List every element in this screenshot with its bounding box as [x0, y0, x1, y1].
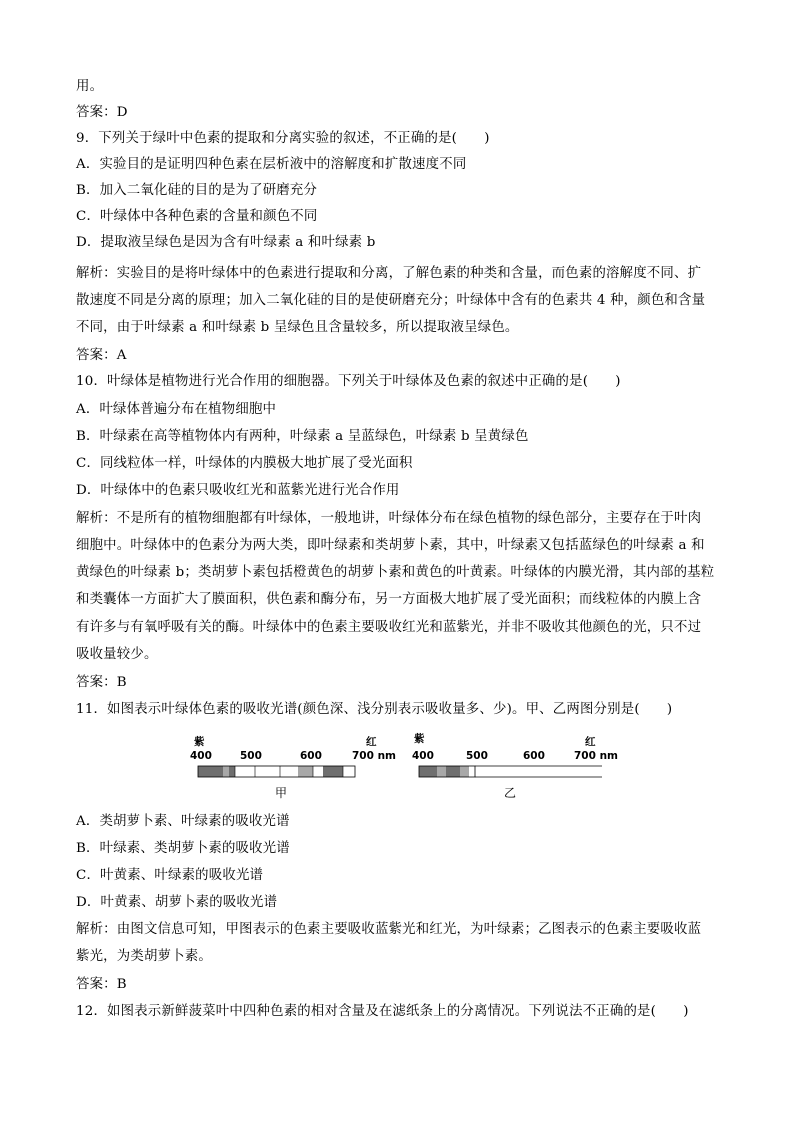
- answer-line: 答案：D: [76, 105, 128, 120]
- spectrum-band: [235, 766, 255, 777]
- spectrum-right: [412, 732, 618, 800]
- text-line: 用。: [76, 79, 104, 94]
- question-9: 9．下列关于绿叶中色素的提取和分离实验的叙述，不正确的是( ): [76, 131, 490, 146]
- tick-600: 600: [523, 750, 545, 762]
- tick-500: 500: [466, 750, 488, 762]
- spectrum-band: [198, 766, 223, 777]
- explanation-line: 解析：不是所有的植物细胞都有叶绿体，一般地讲，叶绿体分布在绿色植物的绿色部分，主要存在于叶肉: [76, 511, 702, 526]
- option-c: C．叶绿体中各种色素的含量和颜色不同: [76, 209, 318, 224]
- answer-line: 答案：A: [76, 348, 127, 363]
- figure-caption-jia: 甲: [275, 786, 288, 800]
- answer-line: 答案：B: [76, 675, 127, 690]
- explanation-line: 紫光，为类胡萝卜素。: [76, 949, 212, 964]
- explanation-line: 黄绿色的叶绿素 b；类胡萝卜素包括橙黄色的胡萝卜素和黄色的叶黄素。叶绿体的内膜光滑，其内部的基粒: [76, 565, 715, 580]
- explanation-line: 散速度不同是分离的原理；加入二氧化硅的目的是使研磨充分；叶绿体中含有的色素共 4 种，颜色和含量: [76, 293, 706, 308]
- option-a: A．实验目的是证明四种色素在层析液中的溶解度和扩散速度不同: [76, 157, 467, 172]
- option-d: D．提取液呈绿色是因为含有叶绿素 a 和叶绿素 b: [76, 235, 376, 250]
- explanation-line: 吸收量较少。: [76, 647, 158, 662]
- tick-600: 600: [300, 750, 322, 762]
- figure-caption-yi: 乙: [504, 786, 517, 800]
- spectrum-band: [229, 766, 235, 777]
- option-d: D．叶绿体中的色素只吸收红光和蓝紫光进行光合作用: [76, 483, 400, 498]
- option-b: B．加入二氧化硅的目的是为了研磨充分: [76, 183, 318, 198]
- question-12: 12．如图表示新鲜菠菜叶中四种色素的相对含量及在滤纸条上的分离情况。下列说法不正确的是( ): [76, 1004, 689, 1019]
- absorption-spectrum-figure: [190, 732, 620, 804]
- question-10: 10．叶绿体是植物进行光合作用的细胞器。下列关于叶绿体及色素的叙述中正确的是( ): [76, 374, 621, 389]
- spectrum-band: [280, 766, 298, 777]
- question-11: 11．如图表示叶绿体色素的吸收光谱(颜色深、浅分别表示吸收量多、少)。甲、乙两图分别是( ): [76, 702, 673, 717]
- spectrum-left: [190, 735, 396, 800]
- spectrum-band: [437, 766, 446, 777]
- option-c: C．叶黄素、叶绿素的吸收光谱: [76, 868, 264, 883]
- tick-700: 700 nm: [352, 750, 396, 762]
- option-b: B．叶绿素在高等植物体内有两种，叶绿素 a 呈蓝绿色，叶绿素 b 呈黄绿色: [76, 429, 529, 444]
- tick-500: 500: [240, 750, 262, 762]
- spectrum-band: [469, 766, 475, 777]
- option-c: C．同线粒体一样，叶绿体的内膜极大地扩展了受光面积: [76, 456, 413, 471]
- explanation-line: 解析：实验目的是将叶绿体中的色素进行提取和分离，了解色素的种类和含量，而色素的溶解度不同、扩: [76, 266, 702, 281]
- option-b: B．叶绿素、类胡萝卜素的吸收光谱: [76, 841, 290, 856]
- answer-line: 答案：B: [76, 977, 127, 992]
- spectrum-band: [446, 766, 460, 777]
- explanation-line: 不同，由于叶绿素 a 和叶绿素 b 呈绿色且含量较多，所以提取液呈绿色。: [76, 320, 519, 335]
- spectrum-band: [419, 766, 437, 777]
- spectrum-band: [460, 766, 469, 777]
- spectrum-band: [313, 766, 323, 777]
- explanation-line: 细胞中。叶绿体中的色素分为两大类，即叶绿素和类胡萝卜素，其中，叶绿素又包括蓝绿色的叶绿素 a 和: [76, 538, 705, 553]
- option-d: D．叶黄素、胡萝卜素的吸收光谱: [76, 895, 278, 910]
- explanation-line: 有许多与有氧呼吸有关的酶。叶绿体中的色素主要吸收红光和蓝紫光，并非不吸收其他颜色的光，只不过: [76, 620, 702, 635]
- red-label: 红: [366, 736, 377, 748]
- spectrum-band: [223, 766, 229, 777]
- tick-400: 400: [190, 750, 212, 762]
- red-label: 红: [585, 736, 596, 748]
- violet-label: 紫: [414, 733, 425, 745]
- spectrum-band: [298, 766, 313, 777]
- explanation-line: 解析：由图文信息可知，甲图表示的色素主要吸收蓝紫光和红光，为叶绿素；乙图表示的色素主要吸收蓝: [76, 922, 702, 937]
- tick-400: 400: [412, 750, 434, 762]
- tick-700: 700 nm: [574, 750, 618, 762]
- spectrum-band: [323, 766, 343, 777]
- spectrum-band: [475, 766, 602, 777]
- spectrum-band: [255, 766, 280, 777]
- spectrum-band: [343, 766, 355, 777]
- option-a: A．类胡萝卜素、叶绿素的吸收光谱: [76, 814, 290, 829]
- violet-label: 紫: [194, 736, 205, 748]
- option-a: A．叶绿体普遍分布在植物细胞中: [76, 402, 277, 417]
- explanation-line: 和类囊体一方面扩大了膜面积，供色素和酶分布，另一方面极大地扩展了受光面积；而线粒体的内膜上含: [76, 592, 702, 607]
